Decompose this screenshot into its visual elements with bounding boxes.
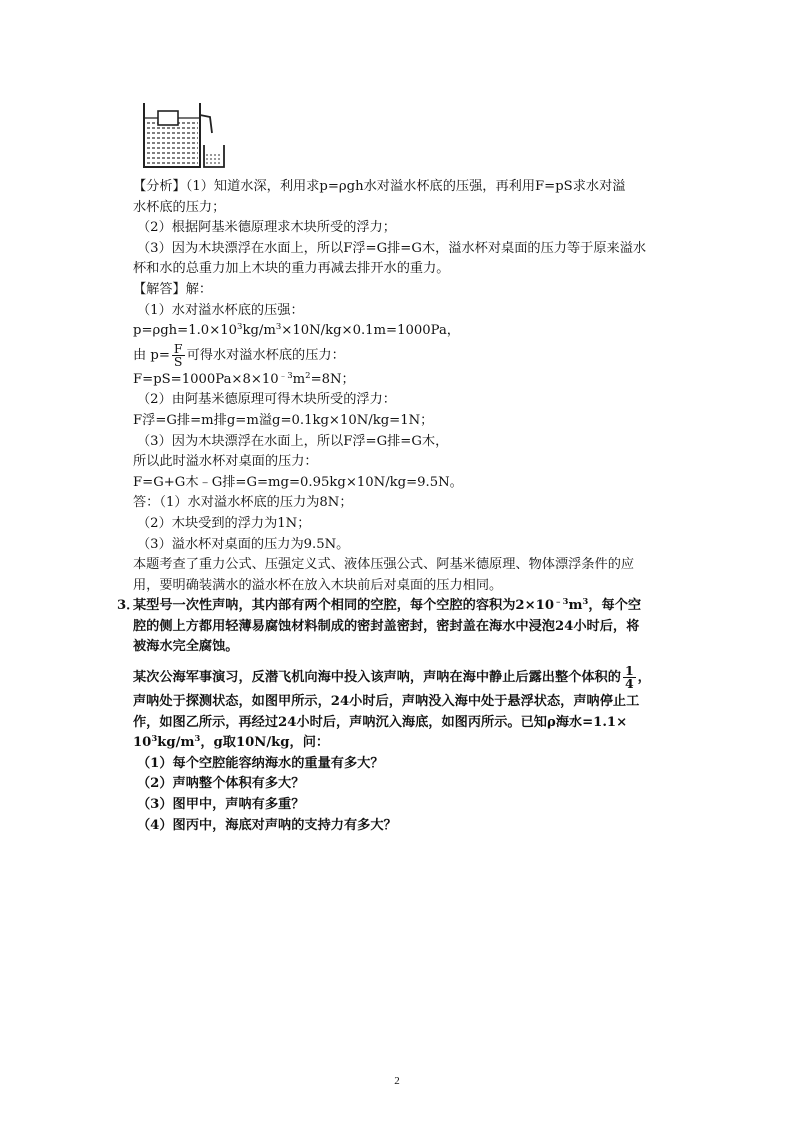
question-3-line-3: 被海水完全腐蚀。 <box>133 639 239 655</box>
solution-line-7: （3）因为木块漂浮在水面上，所以F浮=G排=G木， <box>137 433 449 449</box>
analysis-line-4: （3）因为木块漂浮在水面上，所以F浮=G排=G木，溢水杯对桌面的压力等于原来溢水 <box>137 240 647 256</box>
solution-line-3: 由 p= $\frac{F}{S}$ 可得水对溢水杯底的压力： <box>133 340 345 369</box>
solution-line-2: $p=\rho gh=1.0\times 10^3kg/m^3\times 10N/kg\times 0.1m=1000Pa$， <box>133 322 460 339</box>
question-3-line-4: 某次公海军事演习，反潜飞机向海中投入该声呐，声呐在海中静止后露出整个体积的 $\frac{1}{4}$ ， <box>133 663 651 692</box>
analysis-line-2: 水杯底的压力； <box>133 199 226 215</box>
solution-line-5: （2）由阿基米德原理可得木块所受的浮力： <box>137 392 396 408</box>
page-number: 2 <box>394 1075 400 1087</box>
question-3-line-5: 声呐处于探测状态，如图甲所示，24小时后，声呐没入海中处于悬浮状态，声呐停止工 <box>133 694 640 710</box>
summary-line-2: 用，要明确装满水的溢水杯在放入木块前后对桌面的压力相同。 <box>133 577 503 593</box>
solution-line-9: F=G+G木﹣G排=G=mg=0.95kg×10N/kg=9.5N。 <box>133 474 463 490</box>
analysis-line-5: 杯和水的总重力加上木块的重力再减去排开水的重力。 <box>133 261 450 277</box>
solution-line-1: （1）水对溢水杯底的压强： <box>137 302 304 318</box>
analysis-line-1: 【分析】（1）知道水深，利用求p=ρgh水对溢水杯底的压强，再利用F=pS求水对溢 <box>133 179 626 194</box>
fraction-one-quarter: $\frac{1}{4}$ <box>624 663 634 692</box>
analysis-line-3: （2）根据阿基米德原理求木块所受的浮力； <box>137 220 396 236</box>
sub-question-1: （1）每个空腔能容纳海水的重量有多大？ <box>137 755 384 771</box>
answer-line-1: 答：（1）水对溢水杯底的压力为8N； <box>133 495 353 511</box>
answer-line-3: （3）溢水杯对桌面的压力为9.5N。 <box>137 536 350 552</box>
sub-question-2: （2）声呐整个体积有多大？ <box>137 776 305 792</box>
question-3-line-1: 3． 某型号一次性声呐，其内部有两个相同的空腔，每个空腔的容积为$2\times 10^{﹣3}m^3$，每个空 <box>133 596 693 617</box>
question-3-line-2: 腔的侧上方都用轻薄易腐蚀材料制成的密封盖密封，密封盖在海水中浸泡24小时后，将 <box>133 618 640 634</box>
fraction-f-over-s: $\frac{F}{S}$ <box>173 340 183 369</box>
summary-line-1: 本题考查了重力公式、压强定义式、液体压强公式、阿基米德原理、物体漂浮条件的应 <box>133 557 635 573</box>
beaker-with-wood-block-diagram <box>138 101 228 171</box>
solution-line-8: 所以此时溢水杯对桌面的压力： <box>133 454 318 470</box>
solution-content <box>117 177 693 836</box>
sub-question-4: （4）图丙中，海底对声呐的支持力有多大？ <box>137 817 397 833</box>
solution-line-4: $F=pS=1000Pa\times 8\times 10^{﹣3}m^2=8N$； <box>133 370 355 387</box>
solution-line-6: F浮=G排=m排g=m溢g=0.1kg×10N/kg=1N； <box>133 412 434 428</box>
sub-question-3: （3）图甲中，声呐有多重？ <box>137 797 305 813</box>
answer-line-2: （2）木块受到的浮力为1N； <box>137 515 311 531</box>
question-number: 3． <box>117 598 140 614</box>
question-3-line-7: $10^3kg/m^3$，g取10N/kg，问： <box>133 734 330 751</box>
question-3-line-6: 作，如图乙所示，再经过24小时后，声呐沉入海底，如图丙所示。已知ρ海水=1.1× <box>133 714 628 730</box>
solution-header: 【解答】解： <box>133 281 213 297</box>
